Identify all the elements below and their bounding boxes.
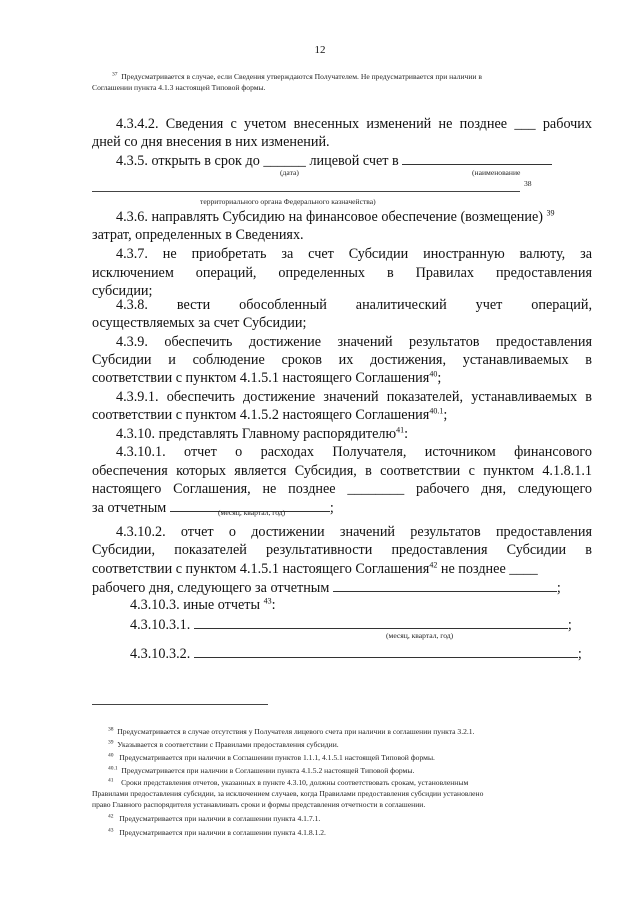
footnote-41-line2: Правилами предоставления субсидии, за исключением случаев, когда Правилами предоставления субсидии установлено <box>92 789 484 798</box>
fill-line-account <box>92 191 520 192</box>
caption-period-1: (месяц, квартал, год) <box>218 508 286 517</box>
caption-date: (дата) <box>280 168 299 177</box>
footnote-39: $^{39}$ Указывается в соответствии с Правилами предоставления субсидии. <box>108 739 339 749</box>
fn-mark-38: 38 <box>524 179 532 188</box>
para-43101-line1: 4.3.10.1. отчет о расходах Получателя, источником финансового <box>116 444 592 460</box>
para-4391-line1: 4.3.9.1. обеспечить достижение значений показателей, устанавливаемых в <box>116 389 592 405</box>
para-4342-line2: дней со дня внесения в них изменений. <box>92 134 330 150</box>
caption-name: (наименование <box>472 168 521 177</box>
top-footnote-line1: $^{37}$ Предусматривается в случае, если Сведения утверждаются Получателем. Не предусматривается при наличии в <box>112 71 482 81</box>
para-43101-line2: обеспечения которых является Субсидия, в соответствии с пунктом 4.1.8.1.1 <box>92 463 592 479</box>
para-438-line2: осуществляемых за счет Субсидии; <box>92 315 307 331</box>
footnote-40: $^{40}$ Предусматривается при наличии в Соглашении пунктов 1.1.1, 4.1.5.1 настоящей Типовой формы. <box>108 752 435 762</box>
para-43101-line4: за отчетным ; <box>92 500 334 516</box>
para-437-line1: 4.3.7. не приобретать за счет Субсидии иностранную валюту, за <box>116 246 592 262</box>
caption-period-2: (месяц, квартал, год) <box>386 631 454 640</box>
para-43102-line3: соответствии с пунктом 4.1.5.1 настоящего Соглашения$^{42}$ не позднее ____ <box>92 560 538 577</box>
footnote-40-1: $^{40.1}$ Предусматривается при наличии в Соглашении пункта 4.1.5.2 настоящей Типовой формы. <box>108 765 415 775</box>
footnote-42: $^{42}$ Предусматривается при наличии в соглашении пункта 4.1.7.1. <box>108 813 321 823</box>
para-439-line2: Субсидии и соблюдение сроков их достижения, устанавливаемых в <box>92 352 592 368</box>
para-436-line1: 4.3.6. направлять Субсидию на финансовое обеспечение (возмещение) $^{39}$ <box>116 208 555 225</box>
para-437-line2: исключением операций, определенных в Правилах предоставления <box>92 265 592 281</box>
footnote-38: $^{38}$ Предусматривается в случае отсутствия у Получателя лицевого счета при наличии в соглашении пункта 3.2.1. <box>108 726 475 736</box>
para-437-line3: субсидии; <box>92 283 153 299</box>
footnote-separator <box>92 704 268 705</box>
para-439-line3: соответствии с пунктом 4.1.5.1 настоящего Соглашения$^{40}$; <box>92 369 442 386</box>
para-435: 4.3.5. открыть в срок до ______ лицевой счет в <box>116 152 552 170</box>
para-431031: 4.3.10.3.1. ; <box>130 617 572 633</box>
page-number: 12 <box>314 44 326 56</box>
para-439-line1: 4.3.9. обеспечить достижение значений результатов предоставления <box>116 334 592 350</box>
para-43101-line3: настоящего Соглашения, не позднее ________ рабочего дня, следующего <box>92 481 592 497</box>
para-43103: 4.3.10.3. иные отчеты $^{43}$: <box>130 596 276 613</box>
top-footnote-line2: Соглашении пункта 4.1.3 настоящей Типовой формы. <box>92 83 266 92</box>
para-43102-line2: Субсидии, показателей результативности предоставления Субсидии в <box>92 542 592 558</box>
para-4342-line1: 4.3.4.2. Сведения с учетом внесенных изменений не позднее ___ рабочих <box>116 116 592 132</box>
para-43102-line4: рабочего дня, следующего за отчетным ; <box>92 580 561 596</box>
para-431032: 4.3.10.3.2. ; <box>130 646 582 662</box>
para-43102-line1: 4.3.10.2. отчет о достижении значений результатов предоставления <box>116 524 592 540</box>
para-438-line1: 4.3.8. вести обособленный аналитический учет операций, <box>116 297 592 313</box>
footnote-41-line1: $^{41}$ Сроки представления отчетов, указанных в пункте 4.3.10, должны соответствовать срокам, установленным <box>108 777 469 787</box>
footnote-43: $^{43}$ Предусматривается при наличии в соглашении пункта 4.1.8.1.2. <box>108 827 326 837</box>
para-436-line2: затрат, определенных в Сведениях. <box>92 227 304 243</box>
caption-territorial: территориального органа Федерального казначейства) <box>200 197 376 206</box>
para-4391-line2: соответствии с пунктом 4.1.5.2 настоящего Соглашения$^{40.1}$; <box>92 406 448 423</box>
para-4310: 4.3.10. представлять Главному распорядителю$^{41}$: <box>116 425 409 442</box>
footnote-41-line3: право Главного распорядителя устанавливать сроки и формы представления отчетности в соглашении. <box>92 800 426 809</box>
